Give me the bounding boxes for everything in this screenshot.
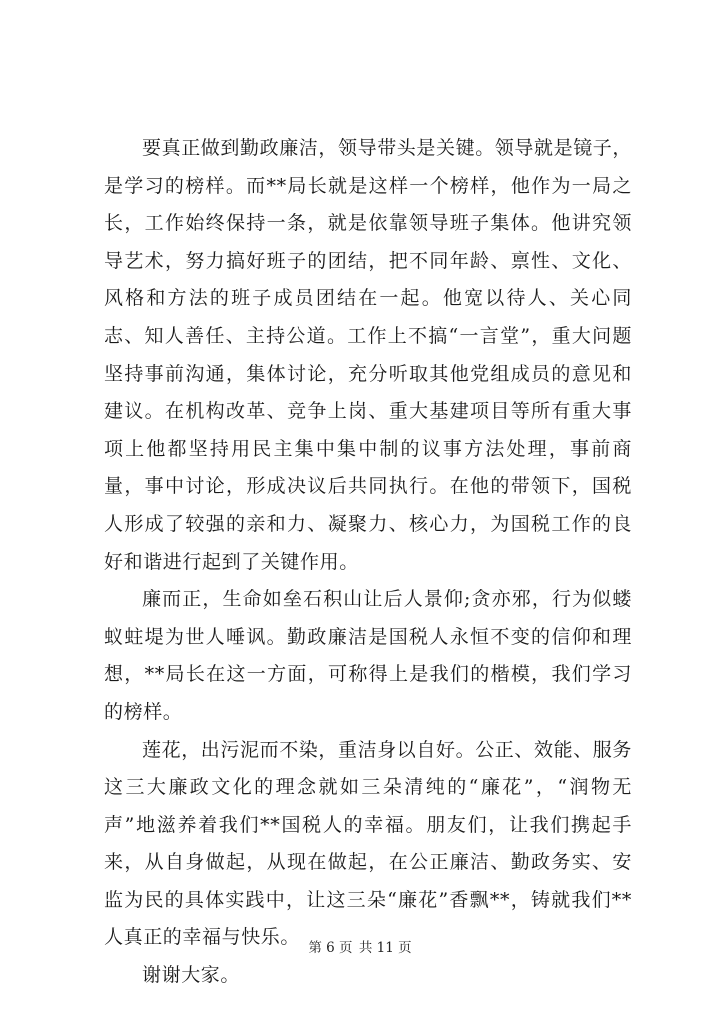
page-number: 第 6 页 xyxy=(308,940,353,956)
paragraph-integrity: 廉而正，生命如垒石积山让后人景仰;贪亦邪，行为似蝼蚁蛀堤为世人唾讽。勤政廉洁是国税人永恒不变的信仰和理想，**局长在这一方面，可称得上是我们的楷模，我们学习的榜样。 xyxy=(104,588,632,723)
paragraph-lotus: 莲花，出污泥而不染，重洁身以自好。公正、效能、服务这三大廉政文化的理念就如三朵清纯的“廉花”，“润物无声”地滋养着我们**国税人的幸福。朋友们，让我们携起手来，从自身做起，从现在做起，在公正廉洁、勤政务实、安监为民的具体实践中，让这三朵“廉花”香飘**，铸就我们**人真正的幸福与快乐。 xyxy=(104,738,633,949)
paragraph-leadership: 要真正做到勤政廉洁，领导带头是关键。领导就是镜子，是学习的榜样。而**局长就是这样一个榜样，他作为一局之长，工作始终保持一条，就是依靠领导班子集体。他讲究领导艺术，努力搞好班子的团结，把不同年龄、禀性、文化、风格和方法的班子成员团结在一起。他宽以待人、关心同志、知人善任、主持公道。工作上不搞“一言堂”，重大问题坚持事前沟通，集体讨论，充分听取其他党组成员的意见和建议。在机构改革、竞争上岗、重大基建项目等所有重大事项上他都坚持用民主集中集中制的议事方法处理，事前商量，事中讨论，形成决议后共同执行。在他的带领下，国税人形成了较强的亲和力、凝聚力、核心力，为国税工作的良好和谐进行起到了关键作用。 xyxy=(104,137,633,573)
document-body xyxy=(104,130,632,995)
paragraph-thanks: 谢谢大家。 xyxy=(142,964,241,987)
page-total: 共 11 页 xyxy=(358,940,412,956)
page-footer xyxy=(0,936,720,956)
